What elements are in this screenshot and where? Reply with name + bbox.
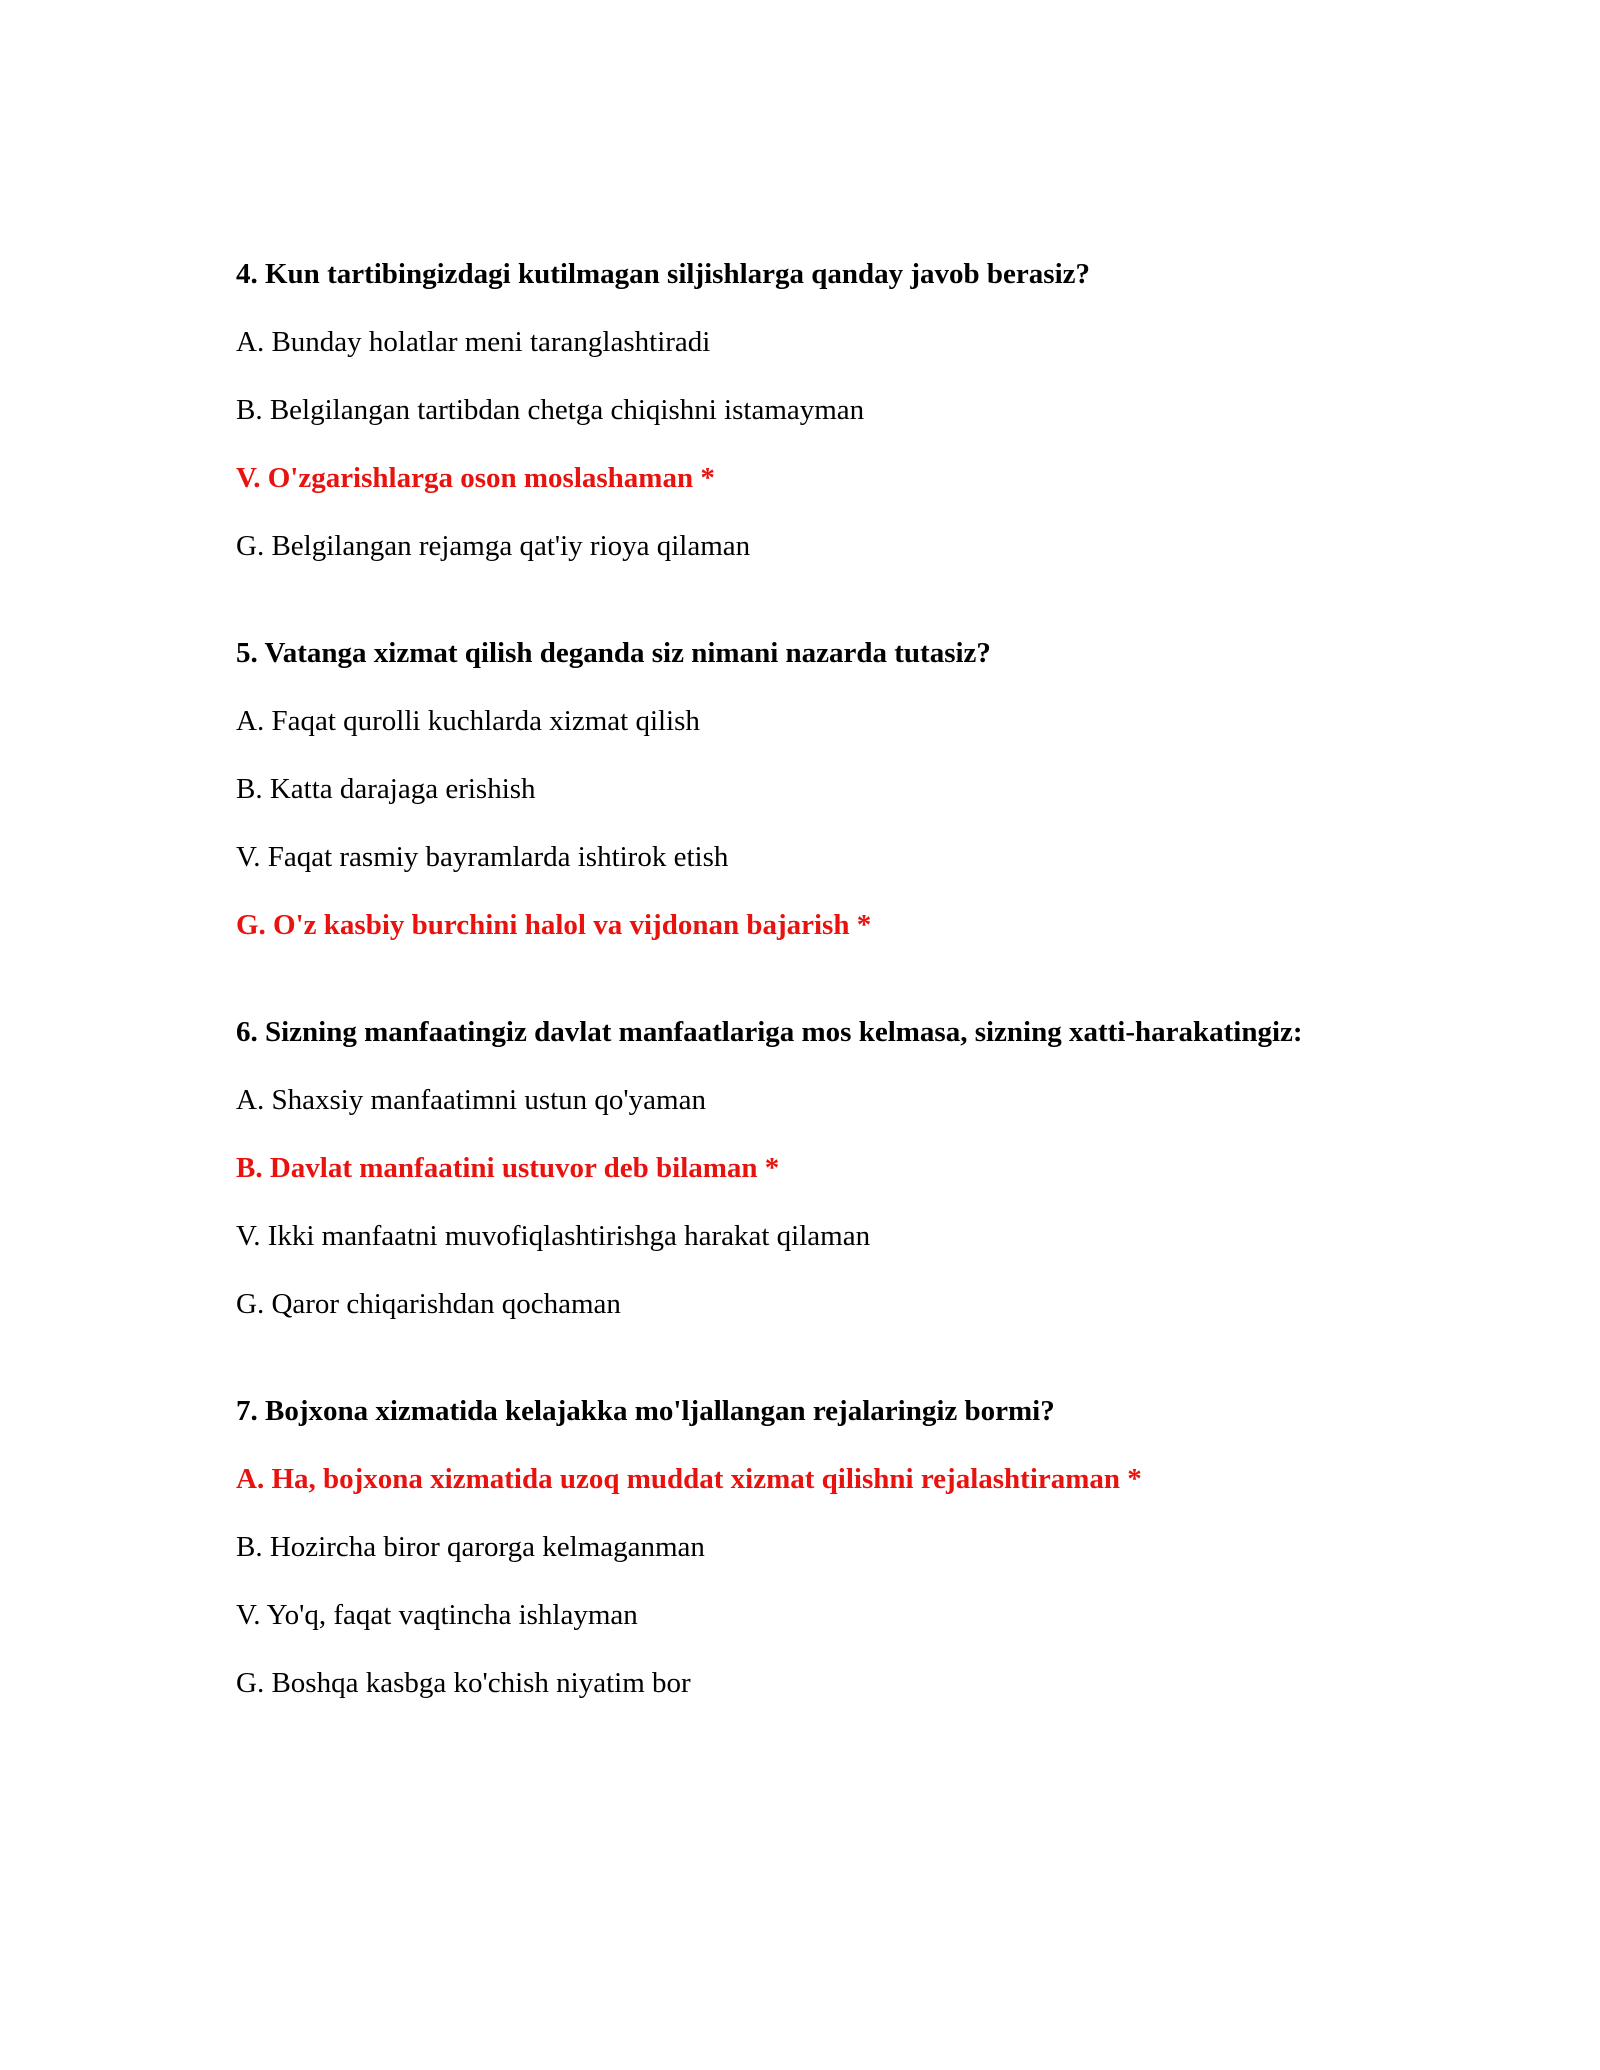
question-block-5 (236, 633, 1336, 946)
question-block-4 (236, 254, 1336, 567)
answer-option-a-correct: A. Ha, bojxona xizmatida uzoq muddat xizmat qilishni rejalashtiraman * (236, 1463, 1142, 1495)
answer-option-a: A. Bunday holatlar meni taranglashtiradi (236, 326, 711, 358)
answer-option-g-correct: G. O'z kasbiy burchini halol va vijdonan bajarish * (236, 909, 872, 941)
answer-option-g: G. Belgilangan rejamga qat'iy rioya qilaman (236, 530, 751, 562)
answer-option-b: B. Hozircha biror qarorga kelmaganman (236, 1531, 705, 1563)
answer-option-v-correct: V. O'zgarishlarga oson moslashaman * (236, 462, 715, 494)
question-block-6 (236, 1012, 1336, 1325)
question-title: 4. Kun tartibingizdagi kutilmagan siljishlarga qanday javob berasiz? (236, 258, 1091, 290)
question-title: 7. Bojxona xizmatida kelajakka mo'ljallangan rejalaringiz bormi? (236, 1395, 1055, 1427)
answer-option-b: B. Belgilangan tartibdan chetga chiqishni istamayman (236, 394, 865, 426)
answer-option-v: V. Yo'q, faqat vaqtincha ishlayman (236, 1599, 638, 1631)
quiz-content (236, 254, 1336, 1770)
answer-option-a: A. Shaxsiy manfaatimni ustun qo'yaman (236, 1084, 706, 1116)
answer-option-a: A. Faqat qurolli kuchlarda xizmat qilish (236, 705, 700, 737)
question-title: 6. Sizning manfaatingiz davlat manfaatlariga mos kelmasa, sizning xatti-harakatingiz: (236, 1016, 1303, 1048)
answer-option-b-correct: B. Davlat manfaatini ustuvor deb bilaman * (236, 1152, 780, 1184)
answer-option-b: B. Katta darajaga erishish (236, 773, 536, 805)
question-block-7 (236, 1391, 1336, 1704)
question-title: 5. Vatanga xizmat qilish deganda siz nimani nazarda tutasiz? (236, 637, 991, 669)
answer-option-g: G. Qaror chiqarishdan qochaman (236, 1288, 621, 1320)
answer-option-v: V. Ikki manfaatni muvofiqlashtirishga harakat qilaman (236, 1220, 871, 1252)
answer-option-v: V. Faqat rasmiy bayramlarda ishtirok etish (236, 841, 729, 873)
answer-option-g: G. Boshqa kasbga ko'chish niyatim bor (236, 1667, 691, 1699)
